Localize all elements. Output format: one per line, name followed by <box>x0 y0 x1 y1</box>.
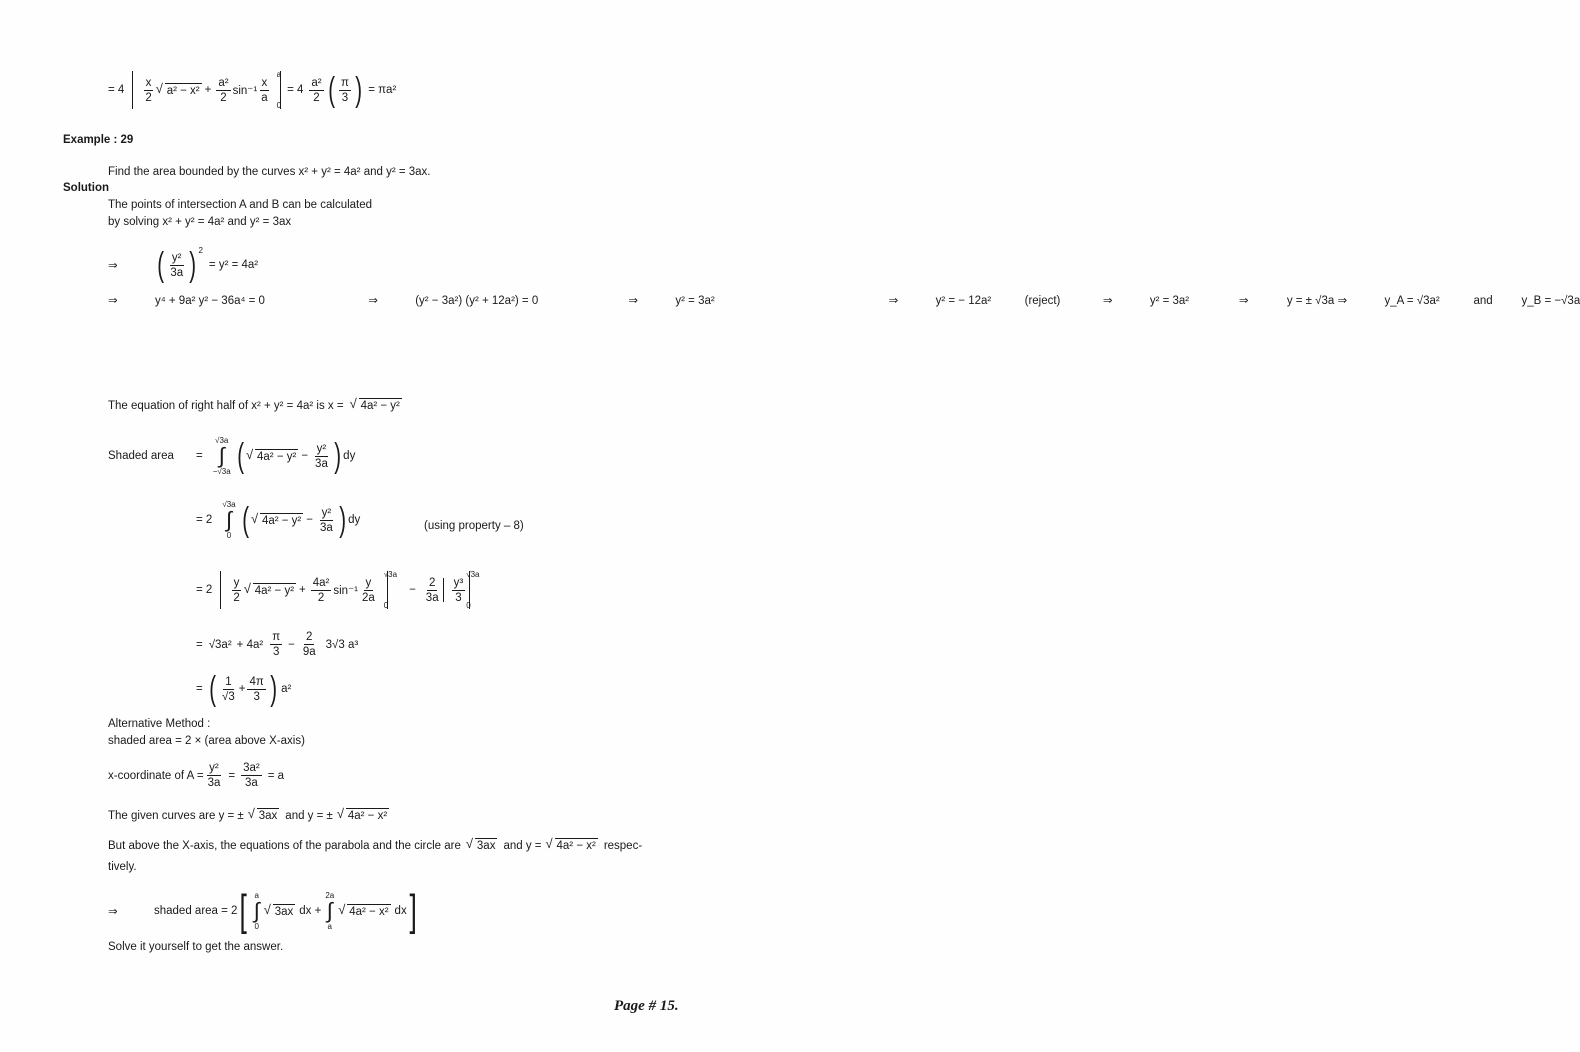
function: sin⁻¹ <box>333 585 358 597</box>
paren: ( <box>327 71 335 109</box>
paren: ) <box>355 71 362 109</box>
fraction: $\frac{\text{y²}}{3a}$ <box>319 506 333 534</box>
above-x-axis-line2: tively. <box>108 861 137 873</box>
dx: dx <box>394 905 407 917</box>
limits: √3a 0 <box>383 570 398 610</box>
step-line: ⇒ y² = − 12a² (reject) <box>888 295 1061 307</box>
text: respec- <box>603 839 643 852</box>
sqrt: √ 4a² − y² <box>350 398 402 413</box>
fraction: $\frac{\text{a²}}{2}$ <box>311 76 322 104</box>
page-number: Page # 15. <box>614 998 679 1014</box>
dx: dx + <box>299 905 322 917</box>
fraction: $\frac{\text{a²}}{2}$ <box>218 76 229 104</box>
fraction: $\frac{\text{y²}}{3a}$ <box>315 442 328 470</box>
paren: ) <box>270 670 277 708</box>
shaded-label: Shaded area <box>108 450 174 462</box>
solution-label: Solution <box>63 182 109 194</box>
minus: − <box>301 450 309 462</box>
sqrt: √ 4a² − x² <box>338 904 390 919</box>
plus: + <box>238 683 246 695</box>
evaluation-bar <box>220 571 221 609</box>
label: x-coordinate of A = <box>108 769 204 782</box>
eq-lead: = <box>196 638 203 651</box>
step-4-expression <box>196 630 358 659</box>
plus: + <box>204 84 212 96</box>
paren: ( <box>208 670 216 708</box>
eq-lead: = 2 <box>196 514 213 526</box>
minus: − <box>409 584 416 596</box>
sqrt: √ 3ax <box>248 808 280 823</box>
limits: a 0 <box>276 70 282 110</box>
sqrt: √ 4a² − y² <box>251 513 303 528</box>
sqrt: √ 4a² − y² <box>246 449 298 464</box>
fraction: $\frac{\text{y²}}{3a}$ <box>207 762 221 789</box>
text: But above the X-axis, the equations of the parabola and the circle are <box>108 839 461 852</box>
paren: ( <box>236 437 244 475</box>
integral: √3a ∫ 0 <box>222 500 236 540</box>
fraction: $\frac{x}{2}$ <box>145 76 152 104</box>
eq-lead: = 4 <box>108 84 125 96</box>
fraction: $\frac{y}{2}$ <box>233 576 240 604</box>
evaluation-bar <box>132 71 133 109</box>
divider-bar <box>443 578 444 602</box>
sqrt: √ 4a² − x² <box>337 808 389 823</box>
dy: dy <box>348 514 361 526</box>
implies-arrow: ⇒ <box>108 906 118 918</box>
right-half-equation <box>108 398 402 413</box>
fraction: $\frac{\text{3a²}}{3a}$ <box>243 762 260 789</box>
term: 3√3 a³ <box>325 638 359 651</box>
term: + 4a² <box>236 638 264 651</box>
term: √3a² <box>208 638 232 651</box>
text: and y = <box>503 839 542 852</box>
fraction: $\frac{\text{4a²}}{2}$ <box>312 576 330 604</box>
x-coordinate-equation <box>108 761 284 790</box>
paren: ) <box>189 246 197 284</box>
eq: = <box>228 769 236 782</box>
term: a² <box>281 683 292 695</box>
shaded-area-integral <box>108 436 355 476</box>
fraction: $\frac{1}{√3}$ <box>222 675 235 703</box>
fraction: $\frac{\pi}{3}$ <box>272 631 281 658</box>
given-curves <box>108 808 389 823</box>
step-list <box>108 295 1580 308</box>
plus: + <box>299 584 306 596</box>
step-3-evaluation <box>196 570 485 610</box>
integral: 2a ∫ a <box>325 891 335 931</box>
integral: √3a ∫ −√3a <box>212 436 231 476</box>
eq-lead: = <box>196 683 203 695</box>
final-integral <box>108 886 419 935</box>
eq: = <box>196 450 203 462</box>
fraction: $\frac{2}{9a}$ <box>302 631 316 658</box>
bracket: ] <box>409 886 417 935</box>
fraction: $\frac{\pi}{3}$ <box>340 76 349 104</box>
step-line: ⇒ y_A = √3a² and y_B = −√3a <box>1337 295 1580 307</box>
step-5-result <box>196 672 291 706</box>
result: = a <box>267 769 285 782</box>
question-text: Find the area bounded by the curves x² + y² = 4a² and y² = 3ax. <box>108 166 431 178</box>
top-result-equation <box>108 70 396 110</box>
fraction: $\frac{x}{a}$ <box>261 76 268 104</box>
closing-text: Solve it yourself to get the answer. <box>108 941 284 953</box>
implies-arrow: ⇒ <box>108 260 118 272</box>
intro-line-1: The points of intersection A and B can be calculated <box>108 199 373 211</box>
dy: dy <box>343 450 356 462</box>
eq-rest: = y² = 4a² <box>208 259 259 271</box>
label: shaded area = 2 <box>154 905 238 917</box>
sqrt: √ a² − x² <box>156 83 202 98</box>
paren: ( <box>241 501 249 539</box>
integral: a ∫ 0 <box>253 891 260 931</box>
sqrt: √ 4a² − x² <box>546 838 598 853</box>
above-x-axis-line <box>108 838 642 853</box>
limits: √3a 0 <box>466 570 480 610</box>
step-line: ⇒ y² = 3a² ⇒ y = ± √3a <box>1102 295 1335 307</box>
step-squared <box>108 248 258 282</box>
paren: ) <box>334 437 341 475</box>
fraction: $\frac{\text{y³}}{3}$ <box>453 576 464 604</box>
step-2-integral <box>196 500 360 540</box>
bracket: [ <box>239 886 248 935</box>
result: = πa² <box>368 84 397 96</box>
eq-lead: = 2 <box>196 584 213 596</box>
alt-method-title: Alternative Method : <box>108 718 211 730</box>
fraction: $\frac{\text{y²}}{3a}$ <box>170 251 184 279</box>
fraction: $\frac{y}{2a}$ <box>361 576 375 604</box>
exponent: 2 <box>198 246 203 255</box>
step-line: ⇒ y² = 3a² <box>628 295 715 307</box>
sqrt: √ 3ax <box>466 838 498 853</box>
paren: ( <box>157 246 165 284</box>
alt-method-line1: shaded area = 2 × (area above X-axis) <box>108 735 305 747</box>
eq: = 4 <box>287 84 304 96</box>
step-line: ⇒ y⁴ + 9a² y² − 36a⁴ = 0 <box>108 295 265 307</box>
step-line: ⇒ (y² − 3a²) (y² + 12a²) = 0 <box>368 295 539 307</box>
minus: − <box>288 638 295 651</box>
paren: ) <box>339 501 346 539</box>
sqrt: √ 4a² − y² <box>244 583 296 598</box>
text: The given curves are y = ± <box>108 809 244 822</box>
right-half-text: The equation of right half of x² + y² = 4a² is x = <box>108 399 344 412</box>
function: sin⁻¹ <box>232 85 258 97</box>
sqrt: √ 3ax <box>264 904 296 919</box>
intro-line-2: by solving x² + y² = 4a² and y² = 3ax <box>108 216 292 228</box>
fraction: $\frac{4\pi}{3}$ <box>249 675 264 703</box>
text: and y = ± <box>285 809 333 822</box>
example-heading: Example : 29 <box>63 134 134 146</box>
minus: − <box>306 514 313 526</box>
property-note: (using property – 8) <box>424 520 524 532</box>
fraction: $\frac{2}{3a}$ <box>425 576 439 604</box>
